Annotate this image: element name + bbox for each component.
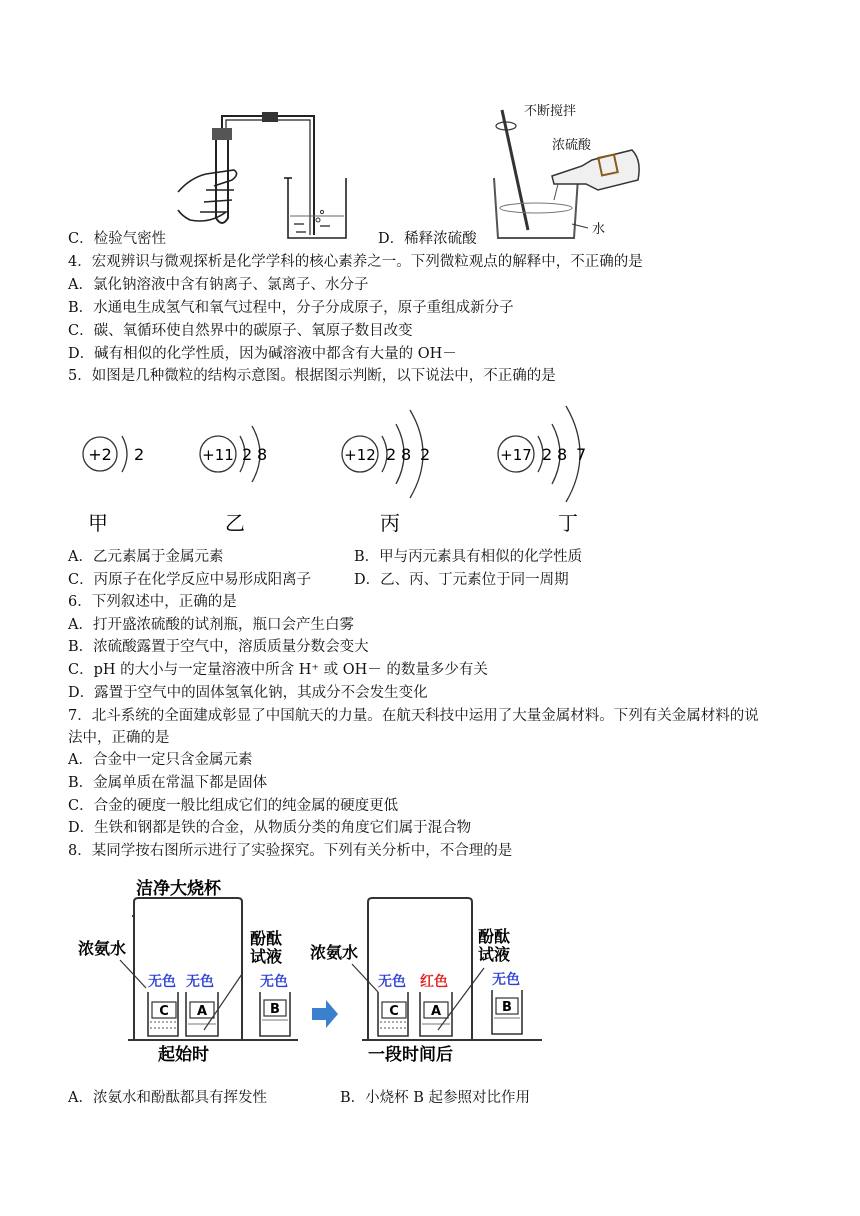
q4-option-c: C．碳、氧循环使自然界中的碳原子、氧原子数目改变: [68, 323, 413, 339]
ammonia-label-later: 浓氨水: [310, 943, 359, 962]
q4-option-b: B．水通电生成氢气和氧气过程中，分子分成原子，原子重组成新分子: [68, 300, 514, 316]
bing-shell-1: 2: [386, 445, 397, 464]
colorless-c-start: 无色: [148, 974, 176, 990]
cup-a-later: A: [430, 1004, 442, 1019]
jia-label: 甲: [88, 511, 108, 535]
colorless-b-start: 无色: [260, 974, 288, 990]
dilute-acid-figure: [482, 100, 652, 245]
particle-bing: [342, 410, 430, 535]
jia-nucleus: +2: [88, 445, 112, 464]
cup-b-start: B: [270, 1002, 280, 1017]
bing-shell-2: 8: [401, 445, 412, 464]
q5-option-b: B．甲与丙元素具有相似的化学性质: [354, 549, 583, 565]
phenol-label-1-start: 酚酞: [250, 929, 283, 948]
q8-stem: 8．某同学按右图所示进行了实验探究。下列有关分析中，不合理的是: [68, 843, 513, 859]
particle-jia: [83, 436, 144, 535]
yi-label: 乙: [225, 511, 245, 535]
yi-shell-2: 8: [257, 445, 268, 464]
bing-shell-3: 2: [420, 445, 431, 464]
ammonia-experiment-figure: [72, 876, 552, 1066]
stir-label: 不断搅拌: [524, 104, 577, 119]
ding-shell-1: 2: [542, 445, 553, 464]
cup-c-start: C: [159, 1004, 169, 1019]
q6-stem: 6．下列叙述中，正确的是: [68, 594, 237, 610]
q5-option-a: A．乙元素属于金属元素: [68, 549, 224, 565]
red-a-later: 红色: [420, 974, 448, 990]
airtightness-figure: [170, 100, 370, 245]
colorless-a-start: 无色: [186, 974, 214, 990]
q3-option-d: D．稀释浓硫酸: [378, 231, 477, 247]
acid-label: 浓硫酸: [552, 138, 592, 153]
cup-b-later: B: [502, 1000, 512, 1015]
colorless-b-later: 无色: [492, 972, 520, 988]
yi-nucleus: +11: [202, 446, 234, 464]
ammonia-label-start: 浓氨水: [78, 939, 127, 958]
q6-option-b: B．浓硫酸露置于空气中，溶质质量分数会变大: [68, 639, 369, 655]
colorless-c-later: 无色: [378, 974, 406, 990]
q5-option-c: C．丙原子在化学反应中易形成阳离子: [68, 572, 312, 588]
q4-option-a: A．氯化钠溶液中含有钠离子、氯离子、水分子: [68, 277, 369, 293]
q5-option-d: D．乙、丙、丁元素位于同一周期: [354, 572, 569, 588]
ding-nucleus: +17: [500, 446, 532, 464]
ding-label: 丁: [558, 511, 578, 535]
ding-shell-3: 7: [576, 445, 587, 464]
cup-a-start: A: [196, 1004, 208, 1019]
q5-stem: 5．如图是几种微粒的结构示意图。根据图示判断，以下说法中，不正确的是: [68, 368, 556, 384]
q7-option-d: D．生铁和钢都是铁的合金，从物质分类的角度它们属于混合物: [68, 820, 472, 836]
water-label: 水: [592, 222, 606, 237]
jia-shell-1: 2: [134, 445, 145, 464]
phenol-label-1-later: 酚酞: [478, 927, 511, 946]
q4-option-d: D．碱有相似的化学性质，因为碱溶液中都含有大量的 OH－: [68, 346, 457, 362]
phenol-label-2-start: 试液: [250, 947, 283, 966]
ding-shell-2: 8: [557, 445, 568, 464]
q7-stem-2: 法中，正确的是: [68, 730, 170, 746]
q6-option-c: C．pH 的大小与一定量溶液中所含 H⁺ 或 OH－ 的数量多少有关: [68, 662, 488, 678]
phenol-label-2-later: 试液: [478, 945, 511, 964]
later-label: 一段时间后: [368, 1045, 453, 1065]
bing-nucleus: +12: [344, 446, 376, 464]
q6-option-a: A．打开盛浓硫酸的试剂瓶，瓶口会产生白雾: [68, 617, 354, 633]
q7-stem-1: 7．北斗系统的全面建成彰显了中国航天的力量。在航天科技中运用了大量金属材料。下列有关金属材料的说: [68, 708, 759, 724]
q7-option-a: A．合金中一定只含金属元素: [68, 752, 253, 768]
start-label: 起始时: [158, 1045, 209, 1065]
q8-option-b: B．小烧杯 B 起参照对比作用: [340, 1090, 531, 1106]
bing-label: 丙: [380, 511, 400, 535]
q4-stem: 4．宏观辨识与微观探析是化学学科的核心素养之一。下列微粒观点的解释中，不正确的是: [68, 254, 643, 270]
particle-ding: [498, 406, 586, 535]
particle-diagrams: [70, 392, 630, 542]
big-beaker-label: 洁净大烧杯: [136, 879, 221, 899]
arrow-icon: [312, 1000, 338, 1028]
q8-option-a: A．浓氨水和酚酞都具有挥发性: [68, 1090, 267, 1106]
yi-shell-1: 2: [242, 445, 253, 464]
q7-option-b: B．金属单质在常温下都是固体: [68, 775, 268, 791]
particle-yi: [200, 426, 267, 535]
q6-option-d: D．露置于空气中的固体氢氧化钠，其成分不会发生变化: [68, 685, 428, 701]
cup-c-later: C: [389, 1004, 399, 1019]
q3-option-c: C．检验气密性: [68, 231, 167, 247]
q7-option-c: C．合金的硬度一般比组成它们的纯金属的硬度更低: [68, 798, 399, 814]
